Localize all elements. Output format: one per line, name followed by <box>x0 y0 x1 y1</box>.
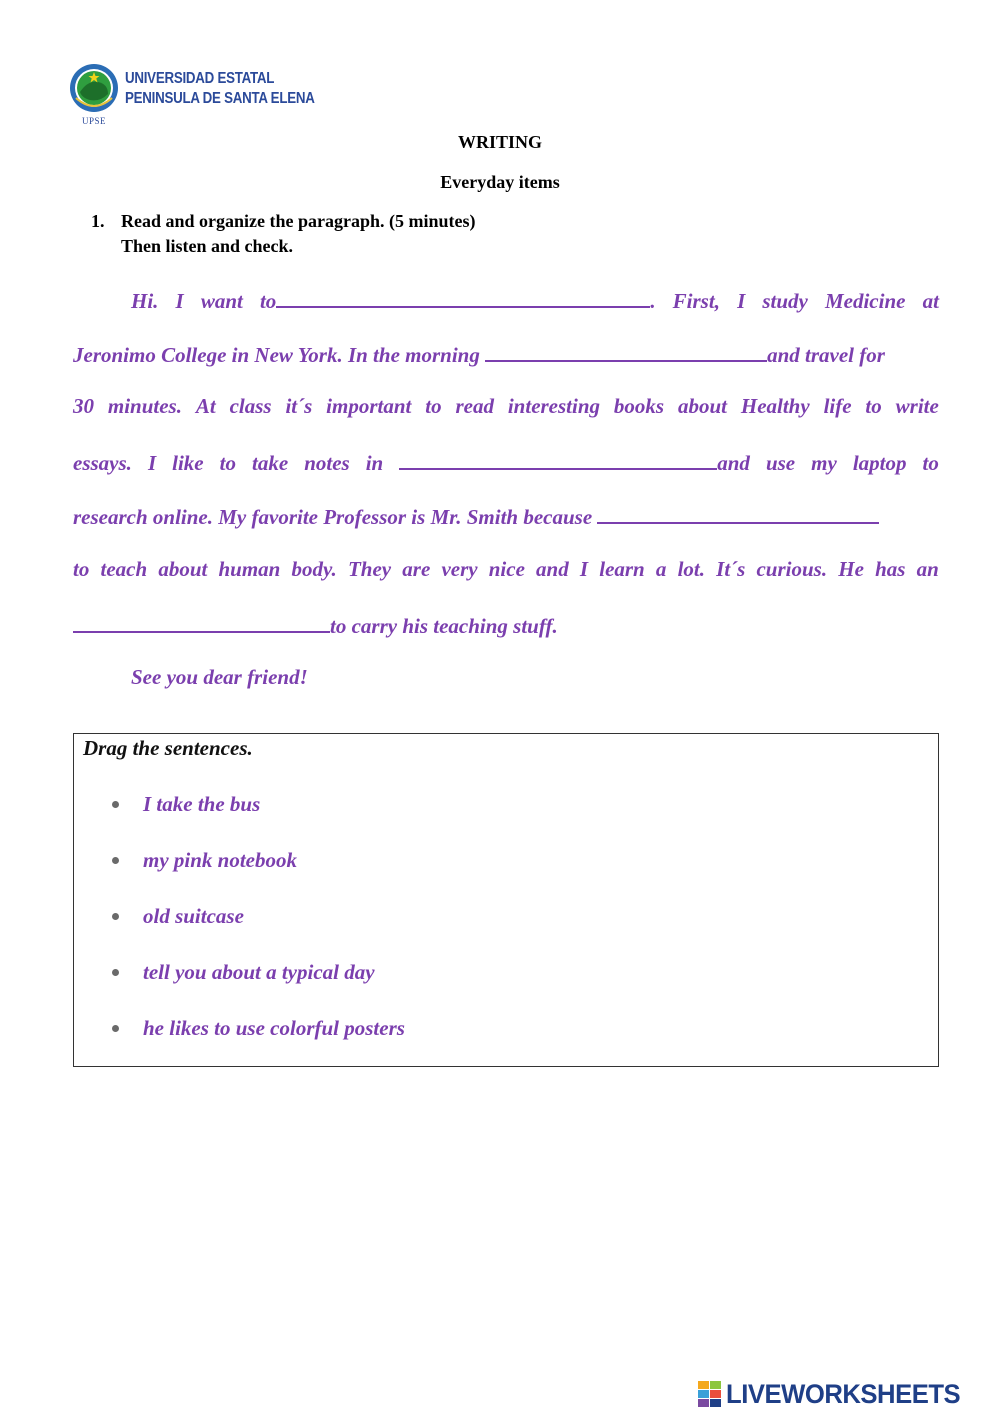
liveworksheets-brand <box>698 1378 973 1410</box>
bullet-icon <box>112 969 119 976</box>
drag-options-box <box>73 733 939 1067</box>
bullet-icon <box>112 913 119 920</box>
drag-option[interactable]: tell you about a typical day <box>112 957 375 987</box>
page-title: WRITING <box>457 132 542 152</box>
liveworksheets-logo-icon <box>698 1381 722 1407</box>
paragraph-closing: See you dear friend! <box>131 665 308 689</box>
bullet-icon <box>112 801 119 808</box>
bullet-icon <box>112 857 119 864</box>
paragraph-line-3: 30 minutes. At class it´s important to read interesting books about Healthy life to write <box>73 394 939 418</box>
page-subtitle: Everyday items <box>440 172 560 192</box>
paragraph-line-4: essays. I like to take notes in and use my laptop to <box>73 448 939 478</box>
task-number: 1. <box>91 211 105 231</box>
logo-abbreviation: UPSE <box>82 116 107 126</box>
drop-blank-2[interactable] <box>485 340 767 362</box>
paragraph-line-2: Jeronimo College in New York. In the morning and travel for <box>73 340 939 370</box>
drag-option[interactable]: he likes to use colorful posters <box>112 1013 405 1043</box>
drop-blank-5[interactable] <box>73 611 330 633</box>
drop-blank-4[interactable] <box>597 502 879 524</box>
drag-option[interactable]: I take the bus <box>112 789 260 819</box>
drag-title: Drag the sentences. <box>83 736 253 760</box>
paragraph-line-1: Hi. I want to . First, I study Medicine at <box>131 286 939 316</box>
drag-option[interactable]: my pink notebook <box>112 845 297 875</box>
upse-seal-icon <box>68 62 124 122</box>
task-line-2: Then listen and check. <box>121 236 294 256</box>
paragraph-line-7: to carry his teaching stuff. <box>73 611 939 641</box>
drop-blank-3[interactable] <box>399 448 717 470</box>
university-logo <box>68 62 315 132</box>
logo-text-line2: PENINSULA DE SANTA ELENA <box>125 90 315 107</box>
drop-blank-1[interactable] <box>276 286 650 308</box>
drag-option[interactable]: old suitcase <box>112 901 244 931</box>
task-line-1: Read and organize the paragraph. (5 minutes) <box>121 211 476 231</box>
paragraph-line-6: to teach about human body. They are very nice and I learn a lot. It´s curious. He has an <box>73 557 939 581</box>
paragraph-line-5: research online. My favorite Professor is Mr. Smith because <box>73 502 939 532</box>
bullet-icon <box>112 1025 119 1032</box>
brand-name: LIVEWORKSHEETS <box>726 1378 961 1409</box>
logo-text-line1: UNIVERSIDAD ESTATAL <box>125 70 275 87</box>
